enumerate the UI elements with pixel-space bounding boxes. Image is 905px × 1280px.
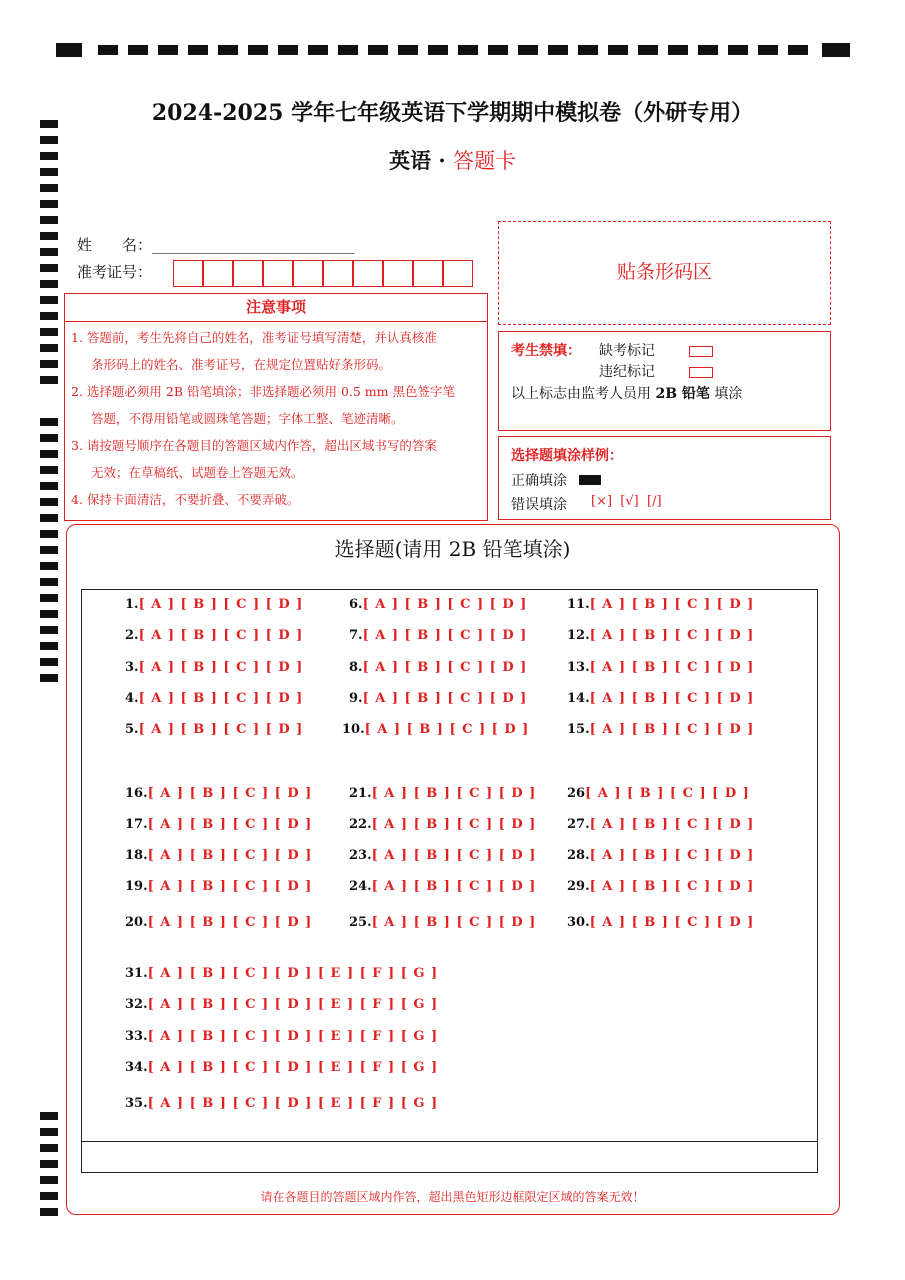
fill-example-title: 选择题填涂样例： [511, 448, 623, 464]
question-row[interactable]: 5.[ A ] [ B ] [ C ] [ D ] [125, 722, 304, 737]
name-line: ___________________________ [152, 236, 355, 254]
note-bold: 2B 铅笔 [655, 386, 710, 402]
filled-mark [579, 475, 601, 485]
question-row[interactable]: 25.[ A ] [ B ] [ C ] [ D ] [349, 915, 537, 930]
question-row[interactable]: 1.[ A ] [ B ] [ C ] [ D ] [125, 597, 304, 612]
question-row[interactable]: 24.[ A ] [ B ] [ C ] [ D ] [349, 879, 537, 894]
question-row[interactable]: 34.[ A ] [ B ] [ C ] [ D ] [ E ] [ F ] [ G ] [125, 1060, 439, 1075]
question-row[interactable]: 6.[ A ] [ B ] [ C ] [ D ] [349, 597, 528, 612]
correct-label: 正确填涂 [511, 473, 567, 489]
question-row[interactable]: 2.[ A ] [ B ] [ C ] [ D ] [125, 628, 304, 643]
notice-item: 2. 选择题必须用 2B 铅笔填涂；非选择题必须用 0.5 mm 黑色签字笔 [71, 384, 455, 399]
wrong-label: 错误填涂 [511, 497, 567, 513]
subtitle-card: 答题卡 [452, 149, 516, 173]
fill-example-panel [498, 436, 831, 520]
violation-label: 违纪标记 [599, 364, 655, 380]
name-field[interactable] [77, 234, 355, 255]
question-row[interactable]: 28.[ A ] [ B ] [ C ] [ D ] [567, 848, 755, 863]
question-row[interactable]: 18.[ A ] [ B ] [ C ] [ D ] [125, 848, 313, 863]
absent-label: 缺考标记 [599, 343, 655, 359]
question-row[interactable]: 20.[ A ] [ B ] [ C ] [ D ] [125, 915, 313, 930]
notice-item: 条形码上的姓名、准考证号，在规定位置贴好条形码。 [91, 357, 392, 372]
question-row[interactable]: 21.[ A ] [ B ] [ C ] [ D ] [349, 786, 537, 801]
notice-item: 3. 请按题号顺序在各题目的答题区域内作答，超出区域书写的答案 [71, 438, 437, 453]
absent-checkbox[interactable] [689, 346, 713, 357]
question-row[interactable]: 19.[ A ] [ B ] [ C ] [ D ] [125, 879, 313, 894]
question-row[interactable]: 35.[ A ] [ B ] [ C ] [ D ] [ E ] [ F ] [ G ] [125, 1096, 439, 1111]
notice-item: 1. 答题前，考生先将自己的姓名，准考证号填写清楚，并认真核准 [71, 330, 437, 345]
question-row[interactable]: 11.[ A ] [ B ] [ C ] [ D ] [567, 597, 755, 612]
id-label: 准考证号： [77, 263, 153, 281]
question-row[interactable]: 17.[ A ] [ B ] [ C ] [ D ] [125, 817, 313, 832]
question-row[interactable]: 10.[ A ] [ B ] [ C ] [ D ] [342, 722, 530, 737]
notice-item: 4. 保持卡面清洁，不要折叠、不要弄破。 [71, 492, 300, 507]
page-subtitle [0, 145, 905, 175]
note-prefix: 以上标志由监考人员用 [511, 386, 651, 402]
question-row[interactable]: 8.[ A ] [ B ] [ C ] [ D ] [349, 660, 528, 675]
note-suffix: 填涂 [714, 386, 743, 402]
question-row[interactable]: 3.[ A ] [ B ] [ C ] [ D ] [125, 660, 304, 675]
question-row[interactable]: 4.[ A ] [ B ] [ C ] [ D ] [125, 691, 304, 706]
notice-heading: 注意事项 [65, 294, 487, 322]
question-row[interactable]: 29.[ A ] [ B ] [ C ] [ D ] [567, 879, 755, 894]
question-row[interactable]: 33.[ A ] [ B ] [ C ] [ D ] [ E ] [ F ] [ G ] [125, 1029, 439, 1044]
answer-section-title: 选择题(请用 2B 铅笔填涂) [334, 537, 571, 561]
prohibited-title: 考生禁填： [511, 343, 581, 359]
page-title: 2024-2025 学年七年级英语下学期期中模拟卷（外研专用） [151, 100, 754, 126]
question-row[interactable]: 9.[ A ] [ B ] [ C ] [ D ] [349, 691, 528, 706]
question-row[interactable]: 15.[ A ] [ B ] [ C ] [ D ] [567, 722, 755, 737]
question-row[interactable]: 7.[ A ] [ B ] [ C ] [ D ] [349, 628, 528, 643]
notice-box [64, 293, 488, 521]
footer-note: 请在各题目的答题区域内作答，超出黑色矩形边框限定区域的答案无效！ [260, 1190, 645, 1204]
top-timing-marks [56, 42, 850, 58]
question-row[interactable]: 13.[ A ] [ B ] [ C ] [ D ] [567, 660, 755, 675]
notice-item: 无效；在草稿纸、试题卷上答题无效。 [91, 465, 304, 480]
prohibited-note [511, 383, 742, 403]
answer-box-divider [81, 1141, 818, 1142]
barcode-area: 贴条形码区 [498, 221, 831, 325]
violation-checkbox[interactable] [689, 367, 713, 378]
prohibited-panel [498, 331, 831, 431]
question-row[interactable]: 26[ A ] [ B ] [ C ] [ D ] [567, 786, 750, 801]
question-row[interactable]: 22.[ A ] [ B ] [ C ] [ D ] [349, 817, 537, 832]
question-row[interactable]: 12.[ A ] [ B ] [ C ] [ D ] [567, 628, 755, 643]
wrong-marks: [×] [√] [/] [591, 494, 662, 509]
notice-item: 答题，不得用铅笔或圆珠笔答题；字体工整、笔迹清晰。 [91, 411, 404, 426]
subtitle-subject: 英语 · [389, 148, 446, 173]
question-row[interactable]: 16.[ A ] [ B ] [ C ] [ D ] [125, 786, 313, 801]
question-row[interactable]: 32.[ A ] [ B ] [ C ] [ D ] [ E ] [ F ] [ G ] [125, 997, 439, 1012]
question-row[interactable]: 27.[ A ] [ B ] [ C ] [ D ] [567, 817, 755, 832]
question-row[interactable]: 14.[ A ] [ B ] [ C ] [ D ] [567, 691, 755, 706]
name-label: 姓 名： [77, 236, 153, 254]
question-row[interactable]: 23.[ A ] [ B ] [ C ] [ D ] [349, 848, 537, 863]
question-row[interactable]: 31.[ A ] [ B ] [ C ] [ D ] [ E ] [ F ] [ G ] [125, 966, 439, 981]
question-row[interactable]: 30.[ A ] [ B ] [ C ] [ D ] [567, 915, 755, 930]
